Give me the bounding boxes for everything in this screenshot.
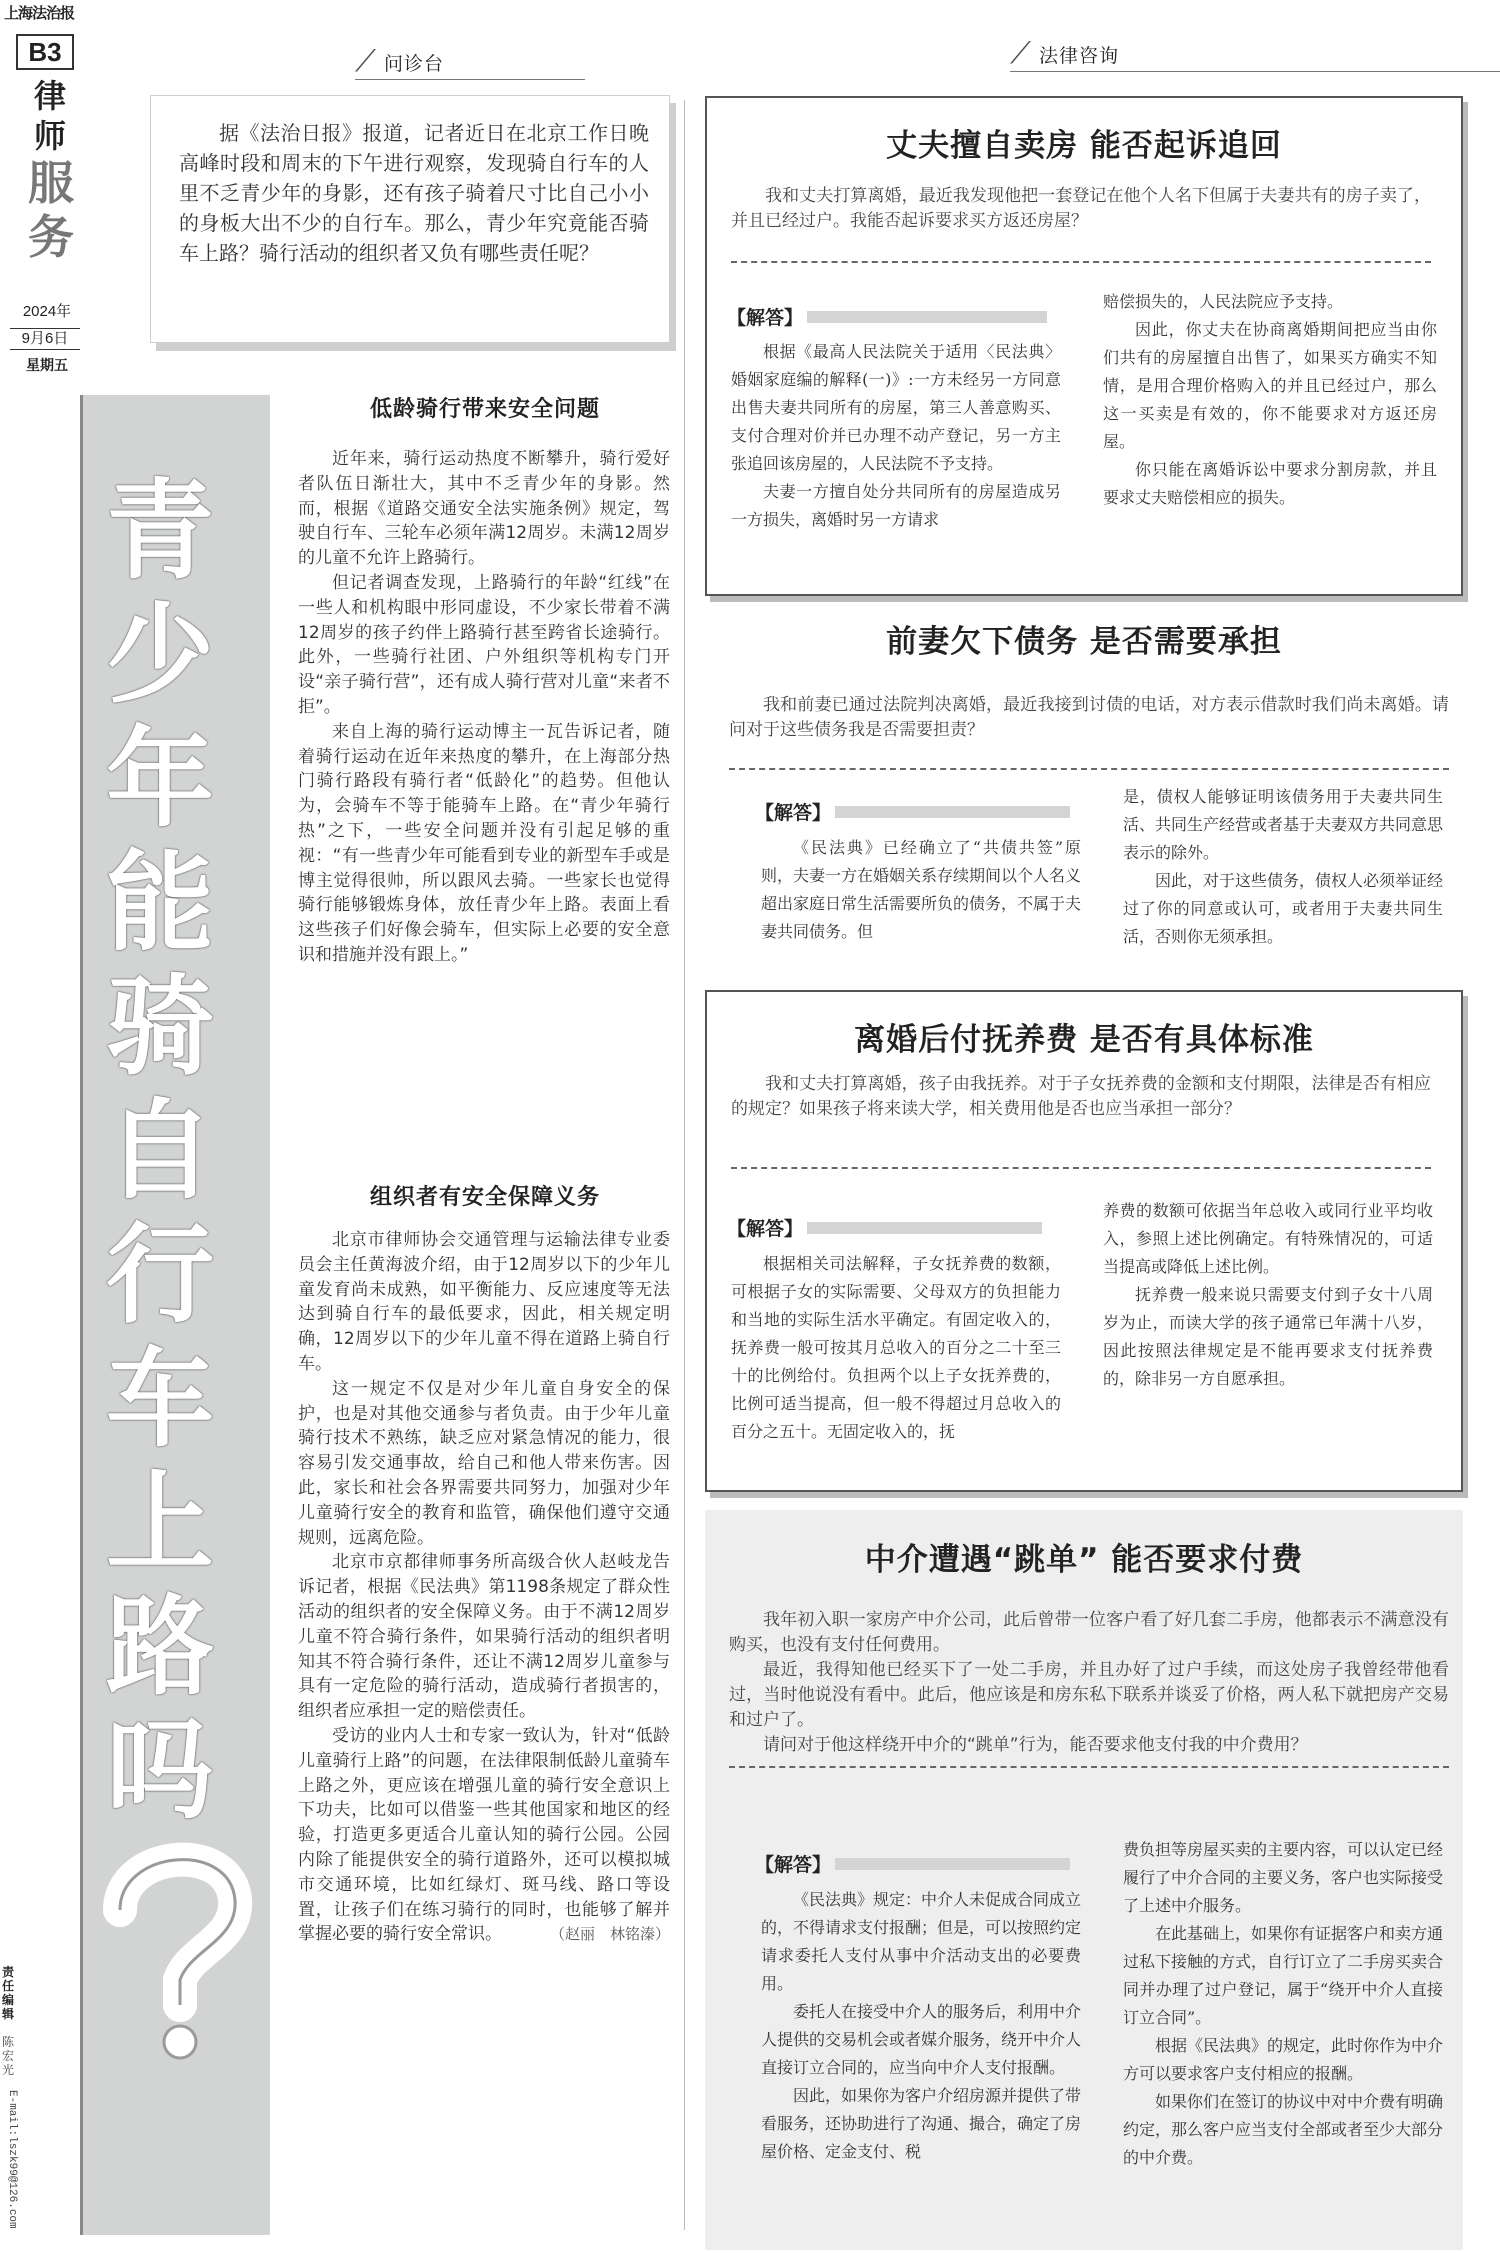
qa-card-3 xyxy=(705,990,1463,1492)
answer-paragraph: 委托人在接受中介人的服务后，利用中介人提供的交易机会或者媒介服务，绕开中介人直接订立合同的，应当向中介人支付报酬。 xyxy=(761,2002,1081,2077)
date-year: 2024年 xyxy=(22,303,72,320)
qa-question-text: 请问对于他这样绕开中介的“跳单”行为，能否要求他支付我的中介费用？ xyxy=(763,1735,1308,1755)
date-day: 9月6日 xyxy=(10,328,80,350)
qa-question-text: 我和丈夫打算离婚，最近我发现他把一套登记在他个人名下但属于夫妻共有的房子卖了，并且已经过户。我能否起诉要求买方返还房屋？ xyxy=(731,186,1431,231)
answer-paragraph: 抚养费一般来说只需要支付到子女十八周岁为止，而读大学的孩子通常已年满十八岁，因此按照法律规定是不能再要求支付抚养费的，除非另一方自愿承担。 xyxy=(1103,1285,1433,1388)
answer-label: 【解答】 xyxy=(755,1855,832,1876)
answer-paragraph: 《民法典》已经确立了“共债共签”原则，夫妻一方在婚姻关系存续期间以个人名义超出家庭日常生活需要所负的债务，不属于夫妻共同债务。但 xyxy=(761,838,1081,941)
tag-clinic-label: 问诊台 xyxy=(384,53,445,75)
qa-card-2 xyxy=(705,608,1463,988)
dashed-divider xyxy=(729,768,1449,770)
dashed-divider xyxy=(731,1167,1431,1169)
article-paragraph: 北京市京都律师事务所高级合伙人赵岐龙告诉记者，根据《民法典》第1198条规定了群众性活动的组织者的安全保障义务。由于不满12周岁儿童不符合骑行条件，如果骑行活动的组织者明知其不符合骑行条件，还让不满12周岁儿童参与具有一定危险的骑行活动，造成骑行者损害的，组织者应承担一定的赔偿责任。 xyxy=(298,1552,670,1722)
qa-question xyxy=(731,1072,1431,1122)
qa-question xyxy=(729,1608,1449,1758)
dashed-divider xyxy=(731,261,1431,263)
main-headline: 青少年能骑自行车上路吗 xyxy=(105,469,214,1834)
answer-paragraph: 因此，对于这些债务，债权人必须举证经过了你的同意或认可，或者用于夫妻共同生活，否则你无须承担。 xyxy=(1123,871,1443,946)
article-paragraph xyxy=(298,1724,670,1947)
editor-email: E-mail:lszk99@126.com xyxy=(6,2090,18,2229)
intro-box: 据《法治日报》报道，记者近日在北京工作日晚高峰时段和周末的下午进行观察，发现骑自行车的人里不乏青少年的身影，还有孩子骑着尺寸比自己小小的身板大出不少的自行车。那么，青少年究竟能否骑车上路？骑行活动的组织者又负有哪些责任呢？ xyxy=(150,95,670,343)
answer-paragraph: 如果你们在签订的协议中对中介费有明确约定，那么客户应当支付全部或者至少大部分的中介费。 xyxy=(1123,2092,1443,2167)
answer-label-rule xyxy=(835,1858,1070,1870)
tag-underline xyxy=(355,79,585,80)
answer-label-rule xyxy=(807,1222,1042,1234)
qa-title: 离婚后付抚养费 是否有具体标准 xyxy=(854,1022,1314,1058)
answer-column-right xyxy=(1123,783,1443,983)
article-paragraph-text: 受访的业内人士和专家一致认为，针对“低龄儿童骑行上路”的问题，在法律限制低龄儿童骑车上路之外，更应该在增强儿童的骑行安全意识上下功夫，比如可以借鉴一些其他国家和地区的经验，打造更多更适合儿童认知的骑行公园。公园内除了能提供安全的骑行道路外，还可以模拟城市交通环境，比如红绿灯、斑马线、路口等设置，让孩子们在练习骑行的同时，也能够了解并掌握必要的骑行安全常识。 xyxy=(298,1725,670,1945)
answer-column-right xyxy=(1103,288,1437,588)
section-title xyxy=(28,76,72,264)
answer-label: 【解答】 xyxy=(755,803,832,824)
qa-title: 丈夫擅自卖房 能否起诉追回 xyxy=(886,128,1282,164)
answer-column-right xyxy=(1103,1197,1433,1487)
chevron-icon: ⟋ xyxy=(1010,36,1031,71)
tag-legal-consult xyxy=(1010,34,1500,74)
answer-label: 【解答】 xyxy=(727,1219,804,1240)
chevron-icon: ⟋ xyxy=(355,44,376,79)
byline: （赵丽 林铭溱） xyxy=(549,1925,670,1944)
answer-paragraph: 费负担等房屋买卖的主要内容，可以认定已经履行了中介合同的主要义务，客户也实际接受了上述中介服务。 xyxy=(1123,1840,1443,1915)
qa-card-4 xyxy=(705,1510,1463,2250)
qa-question-text: 我和前妻已通过法院判决离婚，最近我接到讨债的电话，对方表示借款时我们尚未离婚。请问对于这些债务我是否需要担责？ xyxy=(729,695,1449,740)
answer-column-left xyxy=(731,1250,1061,1482)
answer-paragraph: 夫妻一方擅自处分共同所有的房屋造成另一方损失，离婚时另一方请求 xyxy=(731,482,1061,529)
answer-paragraph: 你只能在离婚诉讼中要求分割房款，并且要求丈夫赔偿相应的损失。 xyxy=(1103,460,1437,507)
section-title-line-1: 律师 xyxy=(33,78,66,154)
question-mark-icon xyxy=(80,1820,270,2060)
page-code: B3 xyxy=(16,34,74,70)
column-divider xyxy=(684,100,685,2230)
answer-column-left xyxy=(731,338,1061,588)
answer-paragraph: 根据《民法典》的规定，此时你作为中介方可以要求客户支付相应的报酬。 xyxy=(1123,2036,1443,2083)
qa-question-text: 我和丈夫打算离婚，孩子由我抚养。对于子女抚养费的金额和支付期限，法律是否有相应的规定？如果孩子将来读大学，相关费用他是否也应当承担一部分？ xyxy=(731,1074,1431,1119)
answer-column-right xyxy=(1123,1836,1443,2236)
answer-paragraph: 《民法典》规定：中介人未促成合同成立的，不得请求支付报酬；但是，可以按照约定请求委托人支付从事中介活动支出的必要费用。 xyxy=(761,1890,1081,1993)
answer-column-left xyxy=(761,834,1081,984)
paper-name: 上海法治报 xyxy=(4,4,75,22)
tag-legal-consult-label: 法律咨询 xyxy=(1039,45,1120,67)
article-paragraph: 但记者调查发现，上路骑行的年龄“红线”在一些人和机构眼中形同虚设，不少家长带着不满12周岁的孩子约伴上路骑行甚至跨省长途骑行。此外，一些骑行社团、户外组织等机构专门开设“亲子骑行营”，还有成人骑行营对儿童“来者不拒”。 xyxy=(298,572,670,717)
qa-title: 中介遭遇“跳单” 能否要求付费 xyxy=(864,1542,1304,1578)
answer-paragraph: 根据《最高人民法院关于适用〈民法典〉婚姻家庭编的解释(一)》:一方未经另一方同意出售夫妻共同所有的房屋，第三人善意购买、支付合理对价并已办理不动产登记，另一方主张追回该房屋的，人民法院不予支持。 xyxy=(731,342,1061,473)
article-section-1 xyxy=(298,447,670,1167)
editor-label: 责任编辑 xyxy=(2,1965,15,2021)
qa-title: 前妻欠下债务 是否需要承担 xyxy=(886,624,1282,660)
qa-question xyxy=(729,693,1449,743)
article-subhead-2: 组织者有安全保障义务 xyxy=(369,1185,600,1210)
article-subhead-1: 低龄骑行带来安全问题 xyxy=(369,397,600,422)
answer-paragraph: 在此基础上，如果你有证据客户和卖方通过私下接触的方式，自行订立了二手房买卖合同并办理了过户登记，属于“绕开中介人直接订立合同”。 xyxy=(1123,1924,1443,2027)
article-section-2 xyxy=(298,1228,670,2228)
answer-paragraph: 因此，如果你为客户介绍房源并提供了带看服务，还协助进行了沟通、撮合，确定了房屋价格、定金支付、税 xyxy=(761,2086,1081,2161)
answer-label-rule xyxy=(807,311,1047,323)
qa-card-1 xyxy=(705,96,1463,596)
answer-paragraph: 赔偿损失的，人民法院应予支持。 xyxy=(1103,292,1344,311)
answer-label: 【解答】 xyxy=(727,308,804,329)
answer-paragraph: 根据相关司法解释，子女抚养费的数额，可根据子女的实际需要、父母双方的负担能力和当地的实际生活水平确定。有固定收入的，抚养费一般可按其月总收入的百分之二十至三十的比例给付。负担两个以上子女抚养费的，比例可适当提高，但一般不得超过月总收入的百分之五十。无固定收入的，抚 xyxy=(731,1254,1061,1441)
article-paragraph: 近年来，骑行运动热度不断攀升，骑行爱好者队伍日渐壮大，其中不乏青少年的身影。然而，根据《道路交通安全法实施条例》规定，驾驶自行车、三轮车必须年满12周岁。未满12周岁的儿童不允许上路骑行。 xyxy=(298,449,670,569)
dashed-divider xyxy=(729,1766,1449,1768)
section-title-line-2: 服务 xyxy=(28,157,74,263)
tag-underline xyxy=(1010,71,1500,72)
answer-paragraph: 是，债权人能够证明该债务用于夫妻共同生活、共同生产经营或者基于夫妻双方共同意思表示的除外。 xyxy=(1123,787,1443,862)
qa-question-text: 我年初入职一家房产中介公司，此后曾带一位客户看了好几套二手房，他都表示不满意没有购买，也没有支付任何费用。 xyxy=(729,1610,1449,1655)
date-week: 星期五 xyxy=(26,357,68,373)
qa-question-text: 最近，我得知他已经买下了一处二手房，并且办好了过户手续，而这处房子我曾经带他看过，当时他说没有看中。此后，他应该是和房东私下联系并谈妥了价格，两人私下就把房产交易和过户了。 xyxy=(729,1660,1449,1730)
answer-paragraph: 因此，你丈夫在协商离婚期间把应当由你们共有的房屋擅自出售了，如果买方确实不知情，是用合理价格购入的并且已经过户，那么这一买卖是有效的，你不能要求对方返还房屋。 xyxy=(1103,320,1437,451)
answer-label-rule xyxy=(835,806,1070,818)
article-paragraph: 来自上海的骑行运动博主一瓦告诉记者，随着骑行运动在近年来热度的攀升，在上海部分热门骑行路段有骑行者“低龄化”的趋势。但他认为，会骑车不等于能骑车上路。在“青少年骑行热”之下，一些安全问题并没有引起足够的重视：“有一些青少年可能看到专业的新型车手或是博主觉得很帅，所以跟风去骑。一些家长也觉得骑行能够锻炼身体，放任青少年上路。表面上看这些孩子们好像会骑车，但实际上必要的安全意识和措施并没有跟上。” xyxy=(298,721,670,965)
article-paragraph: 这一规定不仅是对少年儿童自身安全的保护，也是对其他交通参与者负责。由于少年儿童骑行技术不熟练，缺乏应对紧急情况的能力，很容易引发交通事故，给自己和他人带来伤害。因此，家长和社会各界需要共同努力，加强对少年儿童骑行安全的教育和监管，确保他们遵守交通规则，远离危险。 xyxy=(298,1378,670,1548)
article-paragraph: 北京市律师协会交通管理与运输法律专业委员会主任黄海波介绍，由于12周岁以下的少年儿童发育尚未成熟，如平衡能力、反应速度等无法达到骑自行车的最低要求，因此，相关规定明确，12周岁以下的少年儿童不得在道路上骑自行车。 xyxy=(298,1230,670,1374)
tag-clinic xyxy=(355,42,585,82)
editor-name: 陈宏光 xyxy=(2,2035,15,2077)
qa-question xyxy=(731,184,1431,234)
answer-paragraph: 养费的数额可依据当年总收入或同行业平均收入，参照上述比例确定。有特殊情况的，可适当提高或降低上述比例。 xyxy=(1103,1201,1433,1276)
answer-column-left xyxy=(761,1886,1081,2236)
